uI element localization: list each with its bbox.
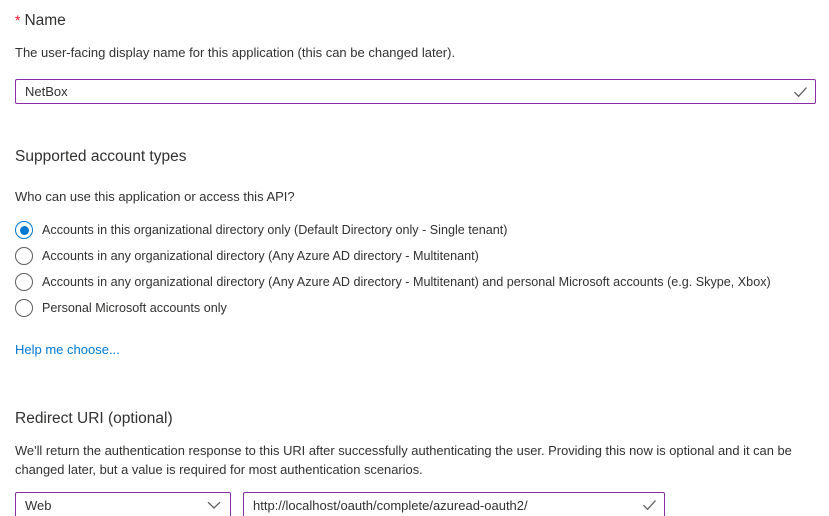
platform-select-container (15, 492, 231, 516)
account-type-option-label: Accounts in this organizational directory only (Default Directory only - Single tenant) (42, 223, 508, 237)
radio-unselected-icon[interactable] (15, 247, 33, 265)
radio-unselected-icon[interactable] (15, 273, 33, 291)
radio-selected-icon[interactable] (15, 221, 33, 239)
redirect-uri-description: We'll return the authentication response to this URI after successfully authenticating the user. Providing this now is optional and it can be changed later, but a value is required for most authentication scenarios. (15, 443, 792, 477)
account-type-option-multitenant[interactable] (15, 243, 815, 269)
redirect-uri-title: Redirect URI (optional) (15, 410, 173, 427)
help-me-choose-link[interactable]: Help me choose... (15, 342, 120, 357)
platform-select[interactable] (15, 492, 231, 516)
radio-unselected-icon[interactable] (15, 299, 33, 317)
account-type-option-label: Personal Microsoft accounts only (42, 301, 227, 315)
redirect-uri-input-container (243, 492, 665, 516)
name-section-title (15, 11, 815, 30)
account-type-option-label: Accounts in any organizational directory (Any Azure AD directory - Multitenant) (42, 249, 479, 263)
name-title-text: Name (24, 12, 66, 29)
name-description: The user-facing display name for this application (this can be changed later). (15, 45, 456, 60)
account-types-radio-group (15, 217, 815, 321)
name-input-container (15, 79, 816, 104)
redirect-uri-input[interactable] (243, 492, 665, 516)
required-asterisk: * (15, 12, 21, 28)
account-type-option-single-tenant[interactable] (15, 217, 815, 243)
account-types-title: Supported account types (15, 148, 187, 165)
account-type-option-multitenant-personal[interactable] (15, 269, 815, 295)
account-types-question: Who can use this application or access this API? (15, 189, 295, 204)
account-type-option-personal-only[interactable] (15, 295, 815, 321)
name-input[interactable] (15, 79, 816, 104)
account-type-option-label: Accounts in any organizational directory (Any Azure AD directory - Multitenant) and personal Microsoft accounts (e.g. Skype, Xbox) (42, 275, 771, 289)
redirect-uri-row (15, 492, 815, 516)
